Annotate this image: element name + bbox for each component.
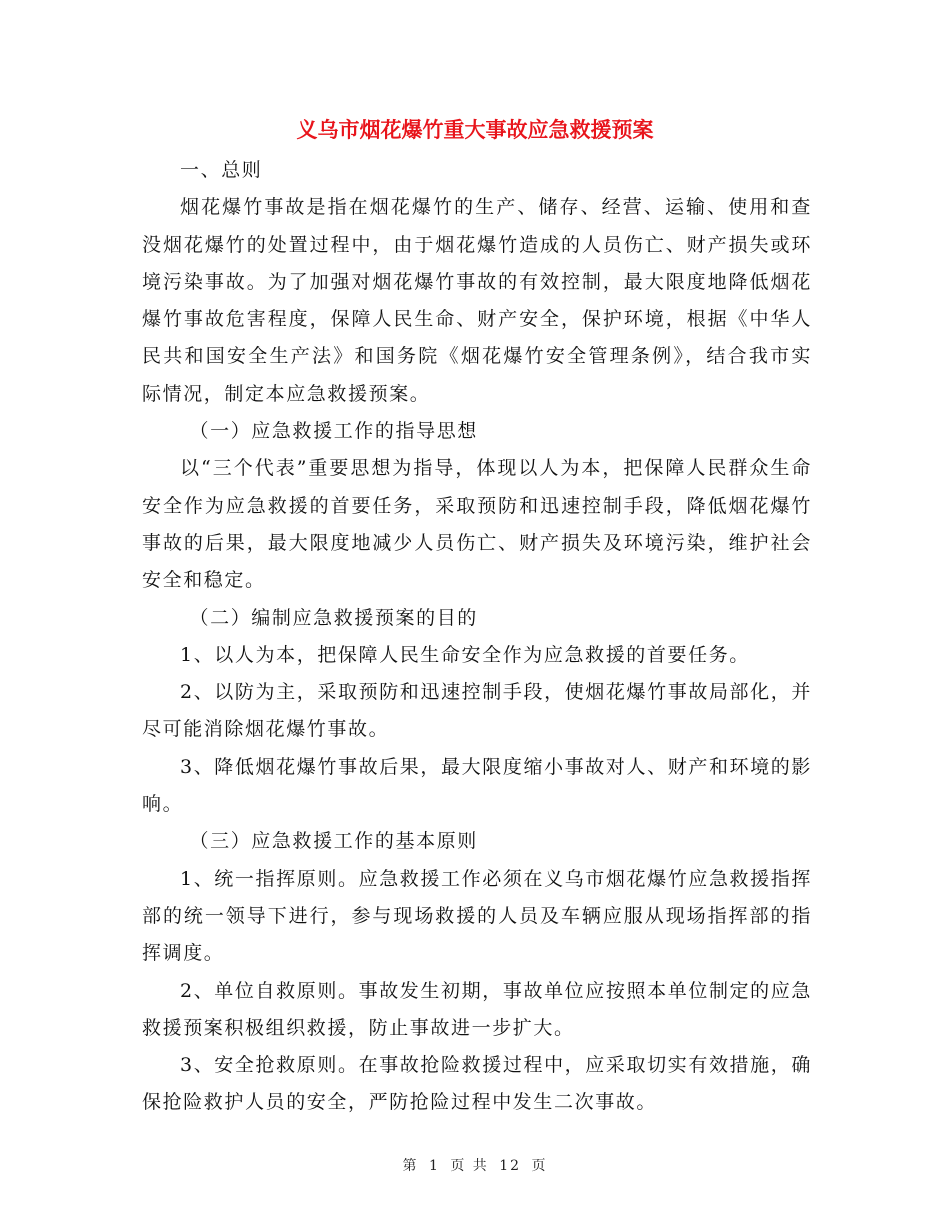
list-item-principle-2: 2、单位自救原则。事故发生初期，事故单位应按照本单位制定的应急救援预案积极组织救援，防止事故进一步扩大。 (142, 979, 812, 1039)
list-item-principle-3: 3、安全抢救原则。在事故抢险救援过程中，应采取切实有效措施，确保抢险救护人员的安全，严防抢险过程中发生二次事故。 (142, 1054, 812, 1114)
footer-total-pages: 12 (499, 1158, 522, 1174)
document-body (142, 152, 812, 1122)
list-item-purpose-2: 2、以防为主，采取预防和迅速控制手段，使烟花爆竹事故局部化，并尽可能消除烟花爆竹事故。 (142, 681, 812, 741)
footer-page-mid: 页 共 (450, 1158, 489, 1174)
footer-current-page: 1 (428, 1158, 440, 1174)
list-item-purpose-1: 1、以人为本，把保障人民生命安全作为应急救援的首要任务。 (180, 643, 750, 666)
document-title: 义乌市烟花爆竹重大事故应急救援预案 (296, 117, 654, 142)
page-footer (0, 1155, 950, 1175)
list-item-principle-1: 1、统一指挥原则。应急救援工作必须在义乌市烟花爆竹应急救援指挥部的统一领导下进行，参与现场救援的人员及车辆应服从现场指挥部的指挥调度。 (142, 867, 812, 965)
paragraph-definition: 烟花爆竹事故是指在烟花爆竹的生产、储存、经营、运输、使用和查没烟花爆竹的处置过程中，由于烟花爆竹造成的人员伤亡、财产损失或环境污染事故。为了加强对烟花爆竹事故的有效控制，最大限度地降低烟花爆竹事故危害程度，保障人民生命、财产安全，保护环境，根据《中华人民共和国安全生产法》和国务院《烟花爆竹安全管理条例》，结合我市实际情况，制定本应急救援预案。 (142, 196, 812, 405)
paragraph-guiding-ideology: 以“三个代表”重要思想为指导，体现以人为本，把保障人民群众生命安全作为应急救援的首要任务，采取预防和迅速控制手段，降低烟花爆竹事故的后果，最大限度地减少人员伤亡、财产损失及环境污染，维护社会安全和稳定。 (142, 457, 812, 592)
list-item-purpose-3: 3、降低烟花爆竹事故后果，最大限度缩小事故对人、财产和环境的影响。 (142, 755, 812, 816)
subheading-principles: （三）应急救援工作的基本原则 (189, 830, 478, 853)
footer-page-prefix: 第 (402, 1158, 419, 1174)
subheading-purpose: （二）编制应急救援预案的目的 (189, 606, 478, 629)
section-heading-general: 一、总则 (180, 159, 263, 181)
subheading-guiding-ideology: （一）应急救援工作的指导思想 (189, 420, 478, 443)
footer-page-suffix: 页 (531, 1158, 548, 1174)
